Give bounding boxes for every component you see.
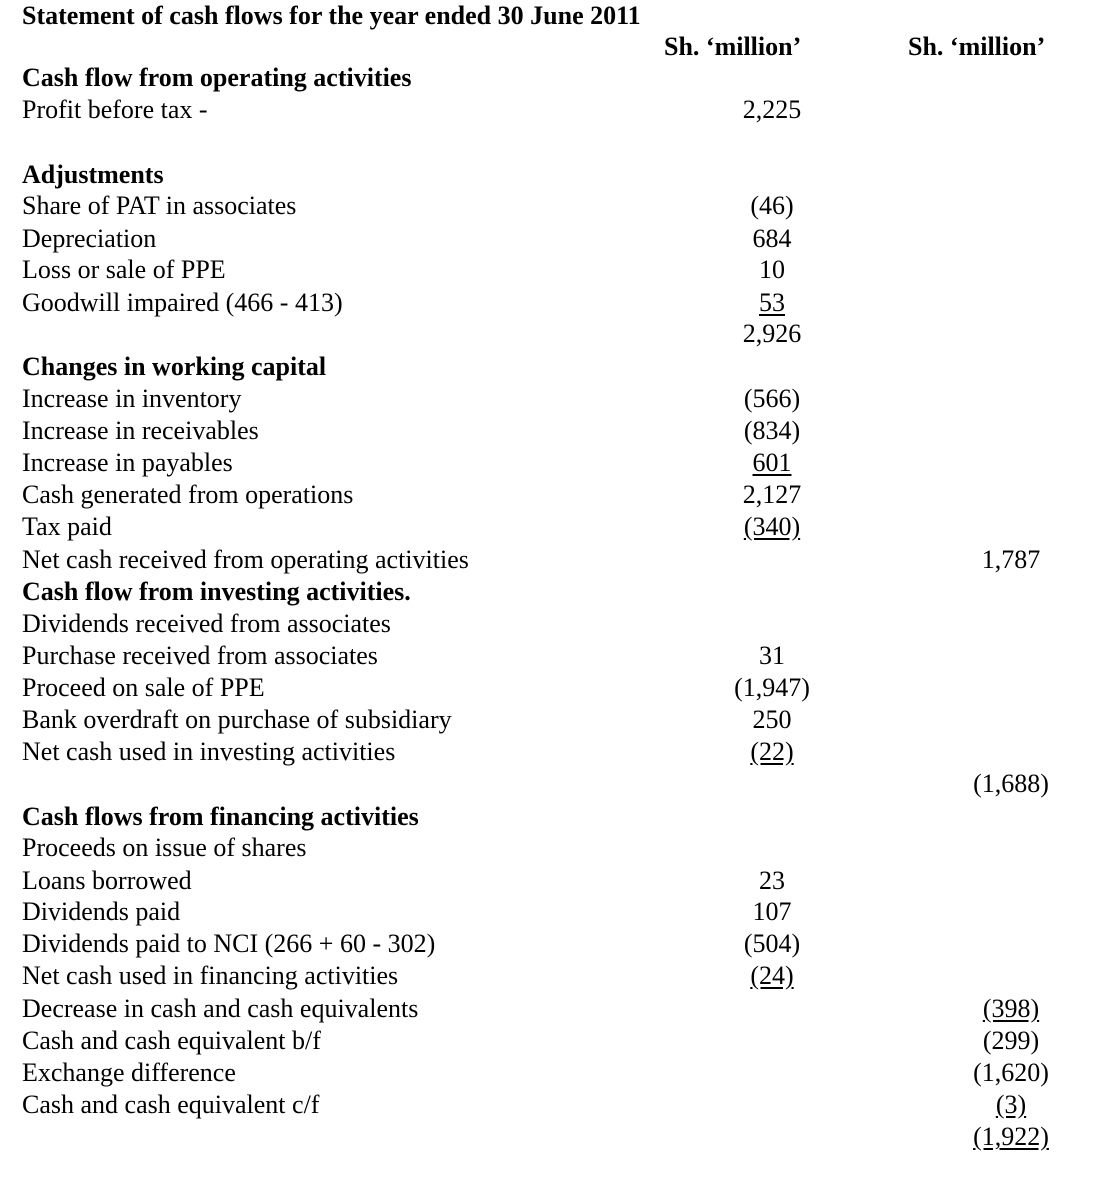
amount-column-2: [941, 1089, 1081, 1121]
row-label: Decrease in cash and cash equivalents: [22, 994, 419, 1023]
amount-value: 250: [752, 705, 792, 734]
statement-row: [0, 928, 1111, 960]
section-heading: [0, 351, 1111, 383]
amount-column-1: [702, 672, 842, 704]
row-label: Goodwill impaired (466 - 413): [22, 288, 343, 317]
row-label: Cash and cash equivalent c/f: [22, 1090, 320, 1119]
amount-column-1: [702, 223, 842, 255]
amount-column-1: [702, 928, 842, 960]
amount-column-2: [941, 1121, 1081, 1153]
statement-row: [0, 672, 1111, 704]
row-label: Bank overdraft on purchase of subsidiary: [22, 705, 452, 734]
amount-column-2: [941, 1025, 1081, 1057]
statement-row: [0, 608, 1111, 640]
row-label: Cash flows from financing activities: [22, 802, 419, 831]
statement-row: [0, 1121, 1111, 1153]
section-heading: [0, 159, 1111, 191]
row-label: Adjustments: [22, 160, 164, 189]
row-label: Dividends paid to NCI (266 + 60 - 302): [22, 929, 436, 958]
row-label: Tax paid: [22, 512, 112, 541]
amount-value: 31: [759, 641, 785, 670]
amount-value: (1,620): [973, 1058, 1049, 1087]
row-label: Dividends paid: [22, 897, 181, 926]
row-label: Depreciation: [22, 224, 157, 253]
amount-value: (24): [750, 961, 794, 990]
amount-value: (566): [743, 384, 801, 413]
amount-value: 107: [752, 897, 792, 926]
section-heading: [0, 576, 1111, 608]
amount-column-1: [702, 254, 842, 286]
statement-row: [0, 511, 1111, 543]
row-label: Cash flow from investing activities.: [22, 577, 411, 606]
statement-row: [0, 544, 1111, 576]
column-header-2: Sh. ‘million’: [908, 32, 1046, 61]
statement-row: [0, 318, 1111, 350]
statement-row: [0, 254, 1111, 286]
amount-column-1: [702, 511, 842, 543]
statement-row: [0, 960, 1111, 992]
amount-value: 23: [759, 866, 785, 895]
statement-row: [0, 447, 1111, 479]
amount-value: 1,787: [981, 545, 1041, 574]
amount-value: 2,225: [742, 95, 802, 124]
statement-row: [0, 190, 1111, 222]
amount-value: (1,688): [973, 769, 1049, 798]
statement-row: [0, 1057, 1111, 1089]
row-label: Share of PAT in associates: [22, 191, 297, 220]
row-label: Increase in inventory: [22, 384, 242, 413]
amount-column-2: [941, 768, 1081, 800]
row-label: Net cash used in investing activities: [22, 737, 396, 766]
row-label: Dividends received from associates: [22, 609, 391, 638]
amount-column-1: [702, 896, 842, 928]
statement-row: [0, 415, 1111, 447]
amount-value: (1,922): [973, 1122, 1049, 1151]
statement-row: [0, 865, 1111, 897]
statement-row: [0, 383, 1111, 415]
row-label: Changes in working capital: [22, 352, 327, 381]
row-label: Loss or sale of PPE: [22, 255, 226, 284]
amount-value: (504): [743, 929, 801, 958]
amount-value: 2,926: [742, 319, 802, 348]
amount-value: 10: [759, 255, 785, 284]
amount-value: (22): [750, 737, 794, 766]
amount-column-1: [702, 287, 842, 319]
row-label: Net cash received from operating activities: [22, 545, 469, 574]
statement-row: [0, 768, 1111, 800]
row-label: Net cash used in financing activities: [22, 961, 399, 990]
amount-value: (834): [743, 416, 801, 445]
amount-column-1: [702, 640, 842, 672]
row-label: Loans borrowed: [22, 866, 192, 895]
amount-column-1: [702, 736, 842, 768]
amount-value: 2,127: [742, 480, 802, 509]
amount-column-1: [702, 318, 842, 350]
amount-value: (1,947): [734, 673, 810, 702]
row-label: Cash flow from operating activities: [22, 63, 412, 92]
statement-row: [0, 287, 1111, 319]
amount-column-1: [702, 383, 842, 415]
amount-column-2: [941, 544, 1081, 576]
amount-column-1: [702, 479, 842, 511]
amount-column-1: [702, 704, 842, 736]
statement-row: [0, 704, 1111, 736]
row-label: Purchase received from associates: [22, 641, 378, 670]
statement-row: [0, 832, 1111, 864]
row-label: Cash and cash equivalent b/f: [22, 1026, 321, 1055]
amount-value: (299): [982, 1026, 1040, 1055]
statement-row: [0, 993, 1111, 1025]
amount-column-1: [702, 415, 842, 447]
statement-row: [0, 94, 1111, 126]
row-label: Proceed on sale of PPE: [22, 673, 265, 702]
amount-value: (3): [995, 1090, 1027, 1119]
amount-value: (46): [750, 191, 794, 220]
statement-title: Statement of cash flows for the year ended 30 June 2011: [22, 1, 641, 30]
row-label: Cash generated from operations: [22, 480, 354, 509]
row-label: Increase in payables: [22, 448, 233, 477]
statement-row: [0, 896, 1111, 928]
row-label: Exchange difference: [22, 1058, 236, 1087]
amount-column-1: [702, 190, 842, 222]
section-heading: [0, 801, 1111, 833]
column-header-1: Sh. ‘million’: [664, 32, 802, 61]
amount-column-1: [702, 94, 842, 126]
amount-value: 53: [759, 288, 785, 317]
amount-column-2: [941, 1057, 1081, 1089]
amount-value: 601: [752, 448, 792, 477]
amount-column-1: [702, 865, 842, 897]
amount-value: (398): [982, 994, 1040, 1023]
row-label: Increase in receivables: [22, 416, 259, 445]
statement-row: [0, 1089, 1111, 1121]
section-heading: [0, 62, 1111, 94]
amount-column-2: [941, 993, 1081, 1025]
statement-row: [0, 223, 1111, 255]
row-label: Proceeds on issue of shares: [22, 833, 307, 862]
statement-row: [0, 640, 1111, 672]
statement-row: [0, 479, 1111, 511]
amount-column-1: [702, 960, 842, 992]
amount-column-1: [702, 447, 842, 479]
amount-value: 684: [752, 224, 792, 253]
statement-row: [0, 736, 1111, 768]
amount-value: (340): [743, 512, 801, 541]
row-label: Profit before tax -: [22, 95, 208, 124]
statement-row: [0, 1025, 1111, 1057]
